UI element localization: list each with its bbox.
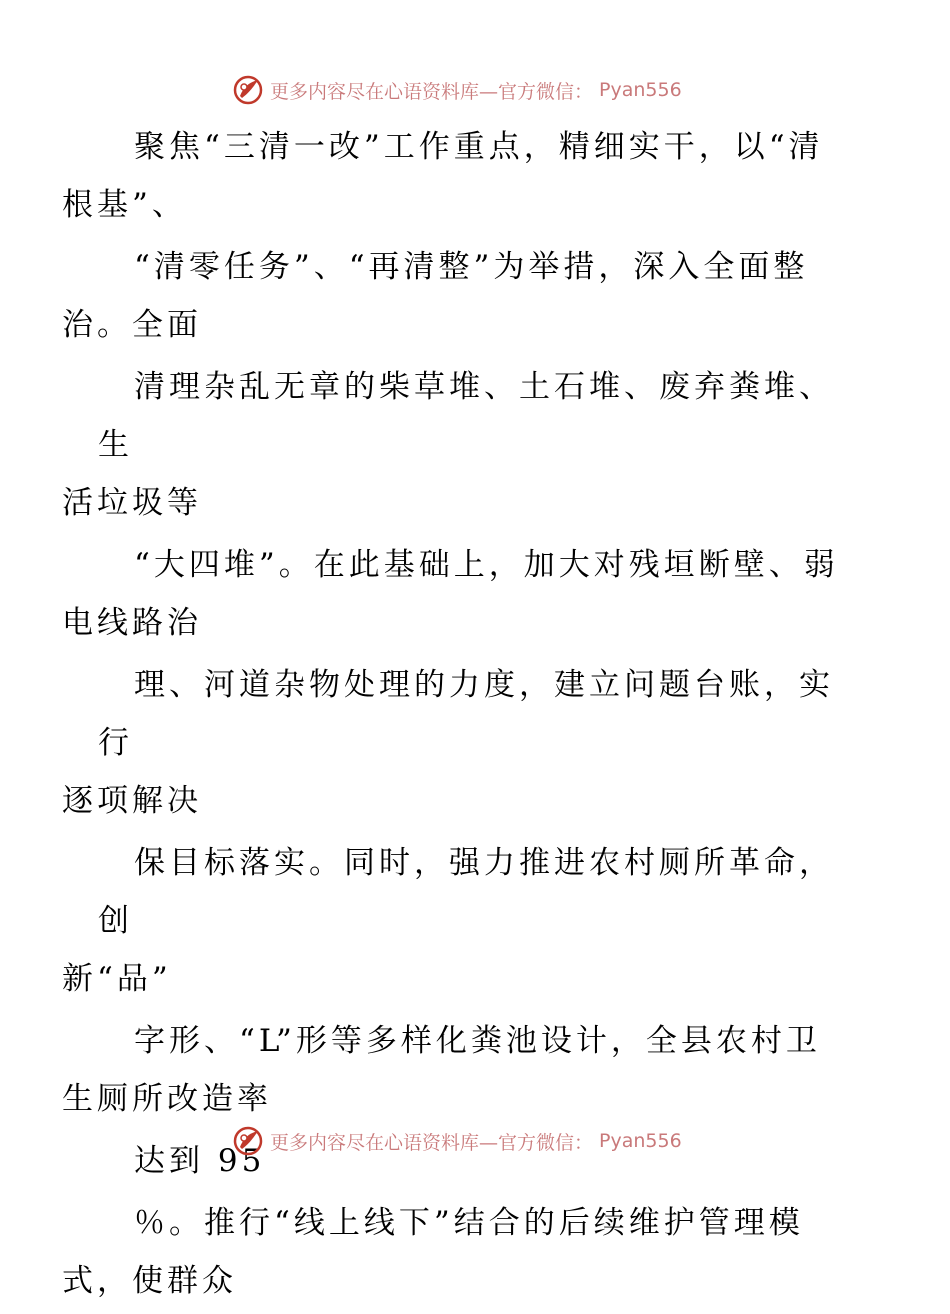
paragraph: [62, 1194, 858, 1310]
text-line: 治。全面: [62, 307, 202, 343]
paragraph: [62, 656, 858, 830]
text-line: 新“品”: [62, 961, 172, 997]
text-line: 字形、“L”形等多样化粪池设计，全县农村卫: [134, 1023, 821, 1059]
watermark-account: Pyan556: [599, 1130, 682, 1152]
text-line: 聚焦“三清一改”工作重点，精细实干，以“清: [134, 129, 824, 165]
text-line: “清零任务”、“再清整”为举措，深入全面整: [134, 249, 809, 285]
text-line: 生厕所改造率: [62, 1081, 272, 1117]
text-line: “大四堆”。在此基础上，加大对残垣断壁、弱: [134, 547, 839, 583]
text-line: ％。推行“线上线下”结合的后续维护管理模: [134, 1205, 804, 1241]
text-line: 理、河道杂物处理的力度，建立问题台账，实行: [98, 667, 834, 761]
paragraph: [62, 238, 858, 354]
footer-watermark: [232, 1124, 682, 1158]
watermark-text: 更多内容尽在心语资料库—官方微信：: [270, 1131, 594, 1154]
text-line: 逐项解决: [62, 783, 202, 819]
logo-icon: [232, 1125, 264, 1157]
header-watermark: [232, 73, 682, 107]
logo-icon: [232, 74, 264, 106]
paragraph: [62, 118, 858, 234]
text-line: 活垃圾等: [62, 485, 202, 521]
paragraph: [62, 358, 858, 532]
text-line: 达到 95: [134, 1143, 266, 1179]
text-line: 保目标落实。同时，强力推进农村厕所革命，创: [98, 845, 834, 939]
paragraph: [62, 834, 858, 1008]
paragraph: [62, 1012, 858, 1128]
watermark-text: 更多内容尽在心语资料库—官方微信：: [270, 80, 594, 103]
text-line: 清理杂乱无章的柴草堆、土石堆、废弃粪堆、生: [98, 369, 834, 463]
text-line: 式，使群众: [62, 1263, 237, 1299]
watermark-account: Pyan556: [599, 79, 682, 101]
text-line: 电线路治: [62, 605, 202, 641]
text-line: 根基”、: [62, 187, 187, 223]
paragraph: [62, 536, 858, 652]
